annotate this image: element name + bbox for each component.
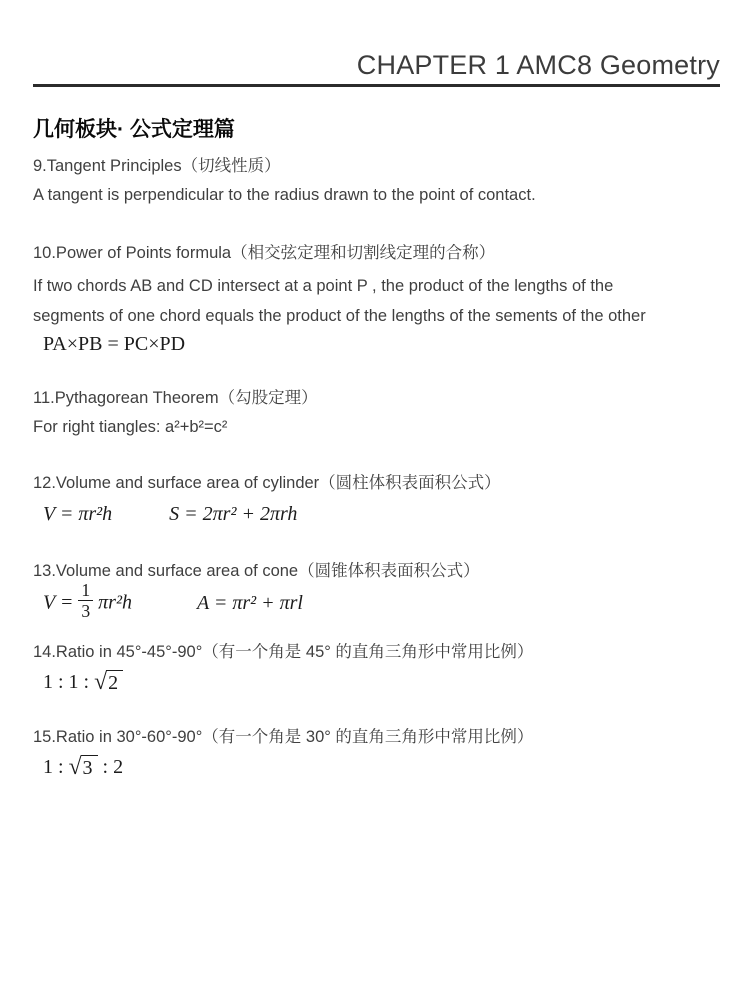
sqrt-3-radicand: 3 (81, 755, 98, 780)
item-13-heading: 13.Volume and surface area of cone（圆锥体积表面积公式） (33, 562, 480, 580)
item-10-body-line-1: If two chords AB and CD intersect at a point P , the product of the lengths of the (33, 277, 614, 295)
radical-sign-icon: √ (68, 753, 82, 780)
chapter-header (33, 0, 720, 87)
item-9-body: A tangent is perpendicular to the radius drawn to the point of contact. (33, 186, 536, 204)
radical-sign-icon: √ (94, 668, 108, 695)
sqrt-2 (94, 670, 123, 695)
chapter-title: CHAPTER 1 AMC8 Geometry (356, 50, 720, 80)
item-12-heading: 12.Volume and surface area of cylinder（圆柱体积表面积公式） (33, 474, 501, 492)
item-14-heading: 14.Ratio in 45°-45°-90°（有一个角是 45° 的直角三角形中常用比例） (33, 642, 534, 661)
ratio-30-suffix: : 2 (102, 755, 124, 778)
item-11-body: For right tiangles: a²+b²=c² (33, 418, 228, 436)
item-10-body-line-2: segments of one chord equals the product of the lengths of the sements of the other (33, 307, 646, 325)
ratio-45-prefix: 1 : 1 : (43, 670, 90, 693)
item-14-ratio (43, 669, 720, 695)
cone-volume-prefix: V = (43, 591, 74, 614)
sqrt-2-radicand: 2 (106, 670, 123, 695)
fraction-denominator: 3 (78, 600, 93, 620)
ratio-30-prefix: 1 : (43, 755, 64, 778)
sqrt-3 (69, 755, 98, 780)
item-13-formulas (43, 580, 720, 624)
section-title: 几何板块· 公式定理篇 (33, 118, 235, 141)
item-15-ratio (43, 754, 720, 780)
item-10-formula: PA×PB = PC×PD (43, 333, 186, 355)
item-11-heading: 11.Pythagorean Theorem（勾股定理） (33, 389, 318, 407)
item-10-heading: 10.Power of Points formula（相交弦定理和切割线定理的合称） (33, 244, 496, 262)
cylinder-volume-formula: V = πr²h (43, 503, 113, 525)
item-10-body (33, 271, 720, 331)
item-12-formulas (43, 501, 720, 527)
cylinder-surface-formula: S = 2πr² + 2πrh (169, 503, 298, 525)
item-15-heading: 15.Ratio in 30°-60°-90°（有一个角是 30° 的直角三角形中常用比例） (33, 727, 534, 746)
cone-area-formula: A = πr² + πrl (196, 591, 303, 614)
fraction-numerator: 1 (81, 580, 91, 600)
fraction-one-third (78, 581, 93, 621)
cone-volume-rest: πr²h (98, 591, 132, 614)
item-9-heading: 9.Tangent Principles（切线性质） (33, 157, 281, 175)
